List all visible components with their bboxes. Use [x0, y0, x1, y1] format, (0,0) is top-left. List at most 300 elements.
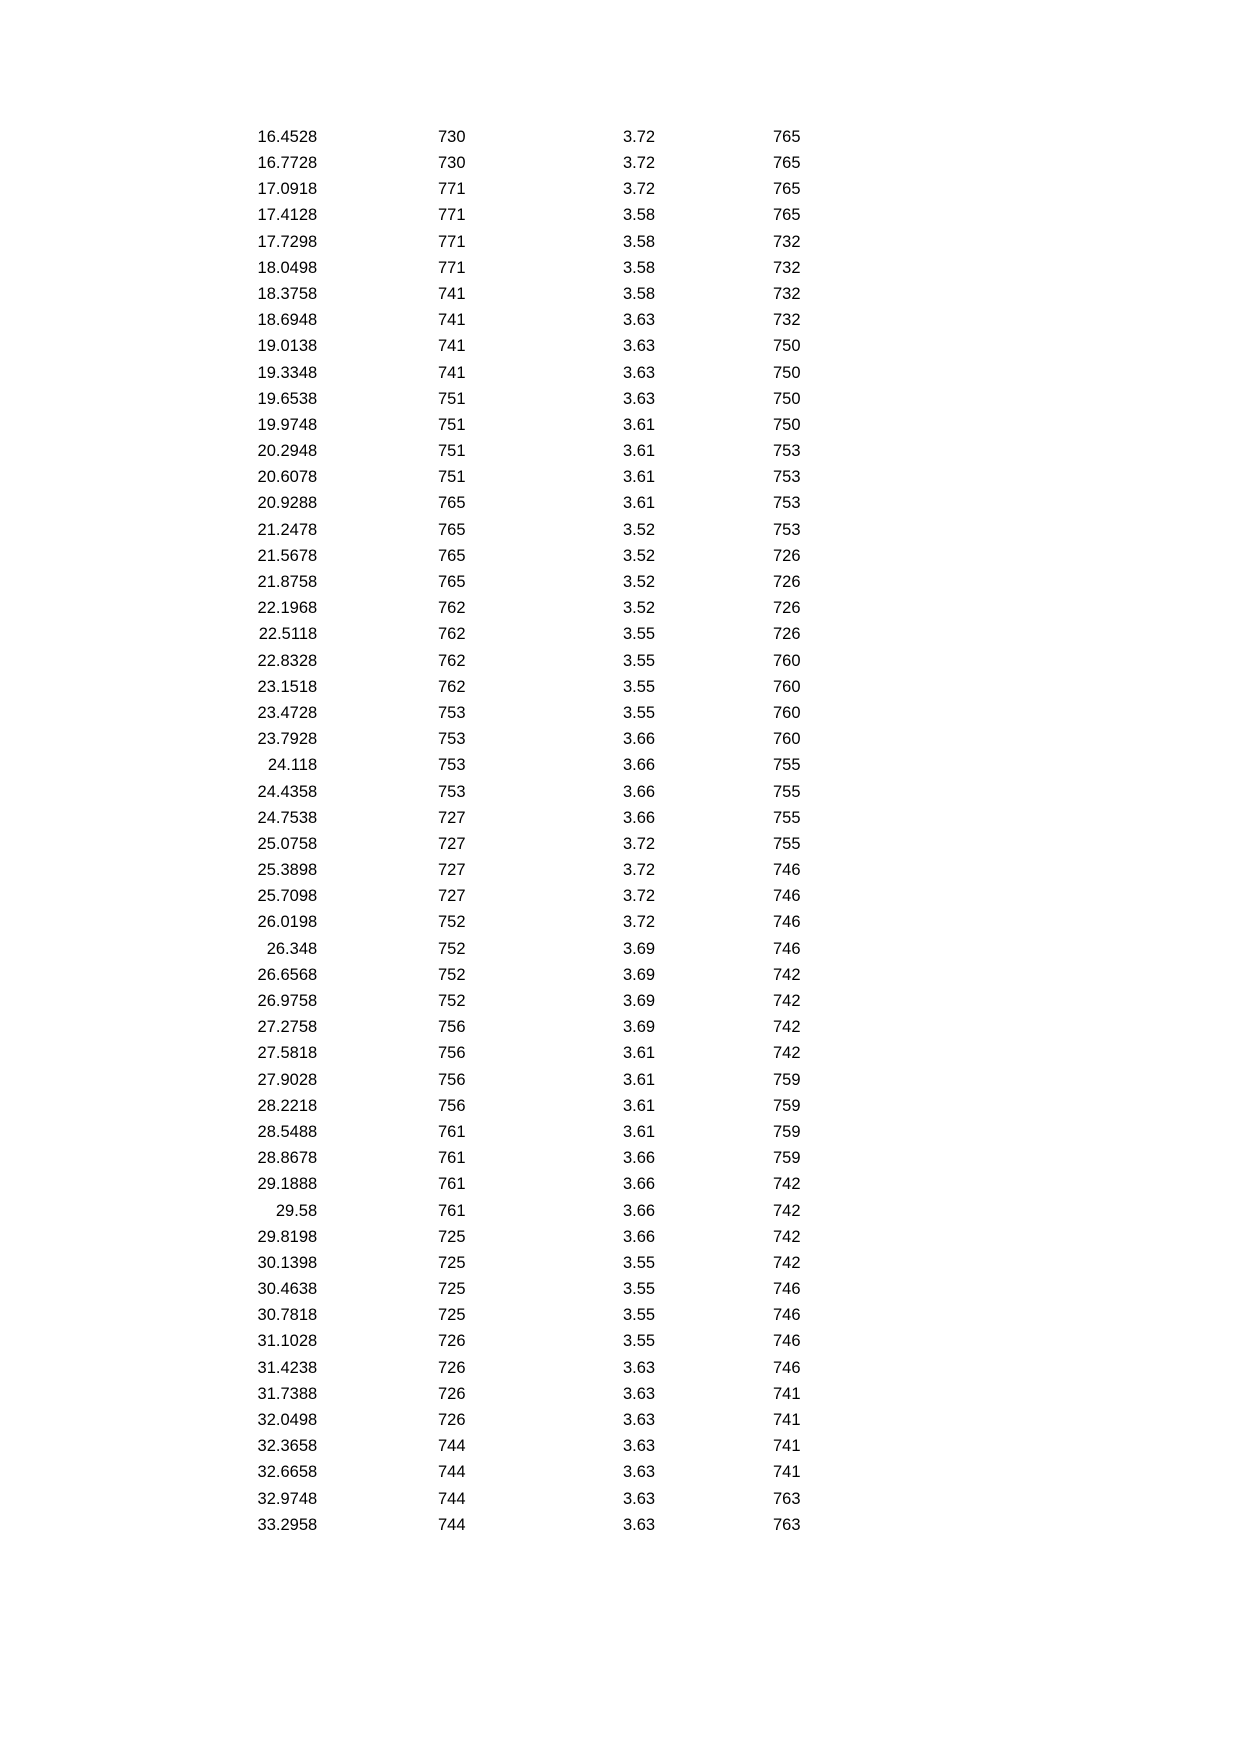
table-cell-value1: 765 — [438, 546, 466, 565]
table-cell-value2: 726 — [773, 546, 801, 565]
table-cell-count: 8 — [308, 232, 318, 251]
table-cell-count: 8 — [308, 520, 318, 539]
table-cell-value1: 753 — [438, 703, 466, 722]
table-cell-time: 29.188 — [257, 1175, 308, 1194]
table-cell-time: 28.548 — [257, 1122, 308, 1141]
table-cell-time: 28.867 — [257, 1149, 308, 1168]
table-cell-value1: 726 — [438, 1358, 466, 1377]
table-cell-ratio: 3.72 — [623, 913, 656, 932]
table-cell-count: 8 — [308, 1384, 318, 1403]
table-row — [118, 569, 873, 595]
table-cell-value1: 762 — [438, 599, 466, 618]
table-cell-count: 8 — [308, 1070, 318, 1089]
table-cell-time: 18.694 — [257, 311, 308, 330]
table-cell-time: 21.567 — [257, 546, 308, 565]
table-cell-ratio: 3.52 — [623, 573, 656, 592]
table-cell-value1: 771 — [438, 206, 466, 225]
table-cell-count: 8 — [308, 1044, 318, 1063]
table-cell-ratio: 3.55 — [623, 703, 656, 722]
table-cell-ratio: 3.61 — [623, 1096, 656, 1115]
table-cell-count: 8 — [308, 415, 318, 434]
table-cell-time: 24.753 — [257, 808, 308, 827]
table-cell-count: 8 — [308, 1175, 318, 1194]
table-cell-ratio: 3.61 — [623, 494, 656, 513]
table-row — [118, 176, 873, 202]
table-cell-value1: 725 — [438, 1253, 466, 1272]
table-cell-count: 8 — [308, 1227, 318, 1246]
table-cell-value1: 771 — [438, 232, 466, 251]
table-cell-value2: 753 — [773, 494, 801, 513]
table-cell-ratio: 3.61 — [623, 1070, 656, 1089]
table-cell-ratio: 3.66 — [623, 1227, 656, 1246]
table-cell-ratio: 3.63 — [623, 1358, 656, 1377]
table-cell-value1: 741 — [438, 363, 466, 382]
table-row — [118, 1224, 873, 1250]
table-row — [118, 1381, 873, 1407]
table-cell-count: 8 — [308, 1306, 318, 1325]
table-row — [118, 255, 873, 281]
table-cell-count: 8 — [308, 1358, 318, 1377]
table-cell-ratio: 3.66 — [623, 808, 656, 827]
table-cell-value2: 765 — [773, 154, 801, 173]
table-row — [118, 962, 873, 988]
table-row — [118, 543, 873, 569]
table-cell-value2: 755 — [773, 834, 801, 853]
table-cell-ratio: 3.58 — [623, 232, 656, 251]
table-cell-time: 23.792 — [257, 730, 308, 749]
table-row — [118, 1145, 873, 1171]
table-cell-ratio: 3.63 — [623, 337, 656, 356]
table-cell-value1: 727 — [438, 834, 466, 853]
table-cell-value1: 753 — [438, 756, 466, 775]
table-row — [118, 1512, 873, 1538]
table-cell-ratio: 3.55 — [623, 1306, 656, 1325]
table-cell-ratio: 3.69 — [623, 992, 656, 1011]
table-row — [118, 1119, 873, 1145]
table-cell-count: 8 — [308, 1018, 318, 1037]
table-row — [118, 229, 873, 255]
table-cell-ratio: 3.63 — [623, 363, 656, 382]
table-cell-value1: 756 — [438, 1044, 466, 1063]
table-cell-value1: 762 — [438, 625, 466, 644]
table-cell-time: 17.091 — [257, 180, 308, 199]
table-cell-value1: 726 — [438, 1332, 466, 1351]
table-cell-count: 8 — [308, 913, 318, 932]
table-cell-time: 32.049 — [257, 1411, 308, 1430]
table-cell-value2: 726 — [773, 599, 801, 618]
table-row — [118, 1093, 873, 1119]
table-cell-time: 32.974 — [257, 1489, 308, 1508]
table-cell-value2: 765 — [773, 127, 801, 146]
table-cell-count: 8 — [308, 284, 318, 303]
table-cell-count: 8 — [308, 206, 318, 225]
table-cell-ratio: 3.69 — [623, 939, 656, 958]
table-cell-ratio: 3.66 — [623, 1201, 656, 1220]
table-cell-count: 8 — [308, 1489, 318, 1508]
table-row — [118, 1355, 873, 1381]
table-cell-count: 8 — [308, 1463, 318, 1482]
table-cell-value2: 753 — [773, 520, 801, 539]
table-cell-value1: 751 — [438, 389, 466, 408]
table-cell-count: 8 — [308, 546, 318, 565]
table-cell-time: 18.375 — [257, 284, 308, 303]
table-cell-count: 8 — [308, 756, 318, 775]
table-cell-time: 21.247 — [257, 520, 308, 539]
table-cell-value2: 753 — [773, 442, 801, 461]
table-row — [118, 150, 873, 176]
table-cell-count: 8 — [308, 808, 318, 827]
table-cell-value2: 763 — [773, 1489, 801, 1508]
table-cell-count: 8 — [308, 154, 318, 173]
table-cell-count: 8 — [308, 861, 318, 880]
table-cell-ratio: 3.66 — [623, 1149, 656, 1168]
table-row — [118, 674, 873, 700]
table-cell-value1: 725 — [438, 1280, 466, 1299]
table-row — [118, 491, 873, 517]
table-row — [118, 910, 873, 936]
table-cell-value1: 727 — [438, 861, 466, 880]
table-cell-value2: 746 — [773, 1280, 801, 1299]
table-row — [118, 412, 873, 438]
table-cell-value2: 732 — [773, 284, 801, 303]
table-cell-value2: 732 — [773, 258, 801, 277]
table-cell-value2: 726 — [773, 573, 801, 592]
table-row — [118, 805, 873, 831]
table-cell-value2: 746 — [773, 887, 801, 906]
table-row — [118, 1067, 873, 1093]
table-cell-value1: 762 — [438, 651, 466, 670]
table-cell-ratio: 3.52 — [623, 546, 656, 565]
table-cell-time: 22.511 — [258, 625, 308, 644]
table-cell-value1: 765 — [438, 573, 466, 592]
table-cell-time: 21.875 — [257, 573, 308, 592]
table-cell-value1: 751 — [438, 468, 466, 487]
table-row — [118, 883, 873, 909]
table-cell-value2: 755 — [773, 808, 801, 827]
table-row — [118, 1014, 873, 1040]
table-cell-value2: 759 — [773, 1096, 801, 1115]
table-row — [118, 1433, 873, 1459]
table-cell-value2: 753 — [773, 468, 801, 487]
table-cell-time: 16.452 — [257, 127, 308, 146]
table-cell-ratio: 3.72 — [623, 834, 656, 853]
table-row — [118, 1460, 873, 1486]
table-row — [118, 334, 873, 360]
table-cell-ratio: 3.61 — [623, 415, 656, 434]
table-cell-value1: 753 — [438, 782, 466, 801]
table-cell-ratio: 3.55 — [623, 1280, 656, 1299]
table-row — [118, 1302, 873, 1328]
numeric-data-table — [118, 124, 873, 1538]
table-cell-ratio: 3.55 — [623, 677, 656, 696]
table-row — [118, 1329, 873, 1355]
table-cell-value2: 742 — [773, 992, 801, 1011]
table-cell-value2: 760 — [773, 651, 801, 670]
table-cell-time: 25.709 — [257, 887, 308, 906]
table-cell-value2: 759 — [773, 1122, 801, 1141]
table-cell-time: 19.653 — [257, 389, 308, 408]
table-cell-value2: 765 — [773, 180, 801, 199]
table-cell-time: 18.049 — [257, 258, 308, 277]
table-cell-value1: 752 — [438, 939, 466, 958]
table-cell-count: 8 — [308, 1149, 318, 1168]
table-body — [118, 124, 873, 1538]
table-cell-value1: 751 — [438, 442, 466, 461]
table-cell-ratio: 3.72 — [623, 861, 656, 880]
table-cell-ratio: 3.66 — [623, 782, 656, 801]
table-row — [118, 1407, 873, 1433]
table-cell-ratio: 3.63 — [623, 389, 656, 408]
table-cell-ratio: 3.72 — [623, 887, 656, 906]
table-row — [118, 517, 873, 543]
table-cell-value2: 760 — [773, 730, 801, 749]
table-cell-ratio: 3.66 — [623, 730, 656, 749]
table-cell-time: 26.975 — [257, 992, 308, 1011]
table-cell-ratio: 3.52 — [623, 599, 656, 618]
table-cell-ratio: 3.63 — [623, 311, 656, 330]
table-cell-value2: 750 — [773, 363, 801, 382]
table-cell-time: 26.019 — [257, 913, 308, 932]
table-cell-count: 8 — [308, 1253, 318, 1272]
table-cell-time: 31.738 — [257, 1384, 308, 1403]
table-cell-value1: 771 — [438, 258, 466, 277]
table-cell-value2: 755 — [773, 782, 801, 801]
table-cell-value2: 750 — [773, 337, 801, 356]
table-cell-value2: 746 — [773, 1358, 801, 1377]
table-cell-ratio: 3.61 — [623, 1044, 656, 1063]
table-cell-time: 32.665 — [257, 1463, 308, 1482]
table-cell-value1: 744 — [438, 1463, 466, 1482]
table-cell-count: 8 — [308, 1332, 318, 1351]
table-cell-value2: 750 — [773, 389, 801, 408]
table-cell-count: 8 — [308, 127, 318, 146]
table-cell-time: 30.463 — [257, 1280, 308, 1299]
table-cell-value2: 760 — [773, 703, 801, 722]
table-cell-value1: 741 — [438, 311, 466, 330]
table-cell-count: 8 — [308, 939, 318, 958]
table-cell-count: 8 — [308, 782, 318, 801]
table-cell-value1: 727 — [438, 808, 466, 827]
table-cell-count: 8 — [308, 180, 318, 199]
table-cell-value2: 746 — [773, 913, 801, 932]
table-cell-count: 8 — [308, 625, 318, 644]
table-cell-time: 23.472 — [257, 703, 308, 722]
table-cell-value1: 744 — [438, 1515, 466, 1534]
table-cell-ratio: 3.61 — [623, 1122, 656, 1141]
table-row — [118, 124, 873, 150]
table-row — [118, 831, 873, 857]
table-cell-value2: 742 — [773, 1201, 801, 1220]
table-cell-value2: 742 — [773, 1253, 801, 1272]
table-cell-time: 32.365 — [257, 1437, 308, 1456]
table-cell-count: 8 — [308, 887, 318, 906]
table-row — [118, 1198, 873, 1224]
table-row — [118, 438, 873, 464]
table-row — [118, 307, 873, 333]
table-cell-value1: 765 — [438, 520, 466, 539]
table-cell-count: 8 — [308, 651, 318, 670]
table-cell-ratio: 3.66 — [623, 756, 656, 775]
table-cell-value1: 762 — [438, 677, 466, 696]
table-cell-ratio: 3.69 — [623, 965, 656, 984]
table-cell-count: 8 — [308, 258, 318, 277]
table-cell-time: 17.412 — [257, 206, 308, 225]
table-row — [118, 1486, 873, 1512]
table-row — [118, 726, 873, 752]
table-cell-time: 20.928 — [257, 494, 308, 513]
table-cell-time: 30.781 — [257, 1306, 308, 1325]
table-cell-value1: 741 — [438, 284, 466, 303]
table-row — [118, 1276, 873, 1302]
table-cell-value1: 761 — [438, 1122, 466, 1141]
table-cell-ratio: 3.58 — [623, 284, 656, 303]
table-cell-time: 17.729 — [257, 232, 308, 251]
table-cell-ratio: 3.63 — [623, 1411, 656, 1430]
table-cell-value1: 751 — [438, 415, 466, 434]
table-cell-value2: 741 — [773, 1463, 801, 1482]
table-cell-ratio: 3.72 — [623, 180, 656, 199]
table-cell-ratio: 3.66 — [623, 1175, 656, 1194]
table-row — [118, 1250, 873, 1276]
table-cell-value1: 726 — [438, 1411, 466, 1430]
table-row — [118, 1172, 873, 1198]
table-cell-value1: 752 — [438, 913, 466, 932]
table-row — [118, 648, 873, 674]
table-cell-value1: 727 — [438, 887, 466, 906]
table-cell-value2: 755 — [773, 756, 801, 775]
table-cell-value2: 746 — [773, 861, 801, 880]
table-cell-count: 8 — [308, 1411, 318, 1430]
table-cell-count: 8 — [308, 337, 318, 356]
table-cell-ratio: 3.72 — [623, 127, 656, 146]
table-cell-ratio: 3.61 — [623, 468, 656, 487]
table-cell-time: 33.295 — [257, 1515, 308, 1534]
table-cell-value1: 752 — [438, 992, 466, 1011]
table-cell-value1: 744 — [438, 1489, 466, 1508]
table-cell-value1: 771 — [438, 180, 466, 199]
table-cell-count: 8 — [308, 1096, 318, 1115]
table-cell-value2: 742 — [773, 1018, 801, 1037]
table-cell-value2: 741 — [773, 1437, 801, 1456]
table-row — [118, 386, 873, 412]
table-cell-value1: 726 — [438, 1384, 466, 1403]
table-row — [118, 464, 873, 490]
table-cell-value1: 761 — [438, 1175, 466, 1194]
table-cell-time: 22.196 — [257, 599, 308, 618]
table-cell-time: 24.435 — [257, 782, 308, 801]
table-cell-value1: 730 — [438, 154, 466, 173]
table-cell-value2: 746 — [773, 1306, 801, 1325]
table-cell-value2: 732 — [773, 232, 801, 251]
table-cell-time: 27.902 — [257, 1070, 308, 1089]
table-cell-value2: 746 — [773, 939, 801, 958]
table-cell-count: 8 — [308, 494, 318, 513]
table-row — [118, 1041, 873, 1067]
table-cell-count: 8 — [308, 703, 318, 722]
table-cell-ratio: 3.63 — [623, 1515, 656, 1534]
table-cell-value2: 742 — [773, 965, 801, 984]
table-cell-count: 8 — [308, 1201, 318, 1220]
table-cell-ratio: 3.55 — [623, 1332, 656, 1351]
table-cell-value1: 752 — [438, 965, 466, 984]
table-cell-value2: 742 — [773, 1227, 801, 1246]
table-cell-time: 22.832 — [257, 651, 308, 670]
table-cell-value2: 763 — [773, 1515, 801, 1534]
table-cell-time: 25.389 — [257, 861, 308, 880]
table-cell-value2: 750 — [773, 415, 801, 434]
table-row — [118, 281, 873, 307]
table-cell-time: 19.013 — [257, 337, 308, 356]
table-cell-value1: 744 — [438, 1437, 466, 1456]
table-cell-value2: 742 — [773, 1175, 801, 1194]
table-cell-time: 30.139 — [257, 1253, 308, 1272]
table-cell-count: 8 — [308, 1437, 318, 1456]
table-cell-time: 20.294 — [257, 442, 308, 461]
table-cell-ratio: 3.61 — [623, 442, 656, 461]
table-cell-value2: 741 — [773, 1411, 801, 1430]
table-cell-value2: 732 — [773, 311, 801, 330]
table-cell-value1: 730 — [438, 127, 466, 146]
table-cell-value1: 761 — [438, 1149, 466, 1168]
table-cell-value2: 742 — [773, 1044, 801, 1063]
table-row — [118, 779, 873, 805]
table-row — [118, 595, 873, 621]
table-cell-ratio: 3.63 — [623, 1384, 656, 1403]
table-cell-count: 8 — [308, 363, 318, 382]
table-cell-time: 16.772 — [257, 154, 308, 173]
table-cell-ratio: 3.58 — [623, 258, 656, 277]
table-cell-count: 8 — [308, 1280, 318, 1299]
table-cell-ratio: 3.63 — [623, 1463, 656, 1482]
table-cell-value1: 741 — [438, 337, 466, 356]
table-cell-time: 28.221 — [257, 1096, 308, 1115]
table-cell-count: 8 — [308, 573, 318, 592]
table-cell-time: 29.819 — [257, 1227, 308, 1246]
table-row — [118, 857, 873, 883]
table-row — [118, 988, 873, 1014]
table-cell-count: 8 — [308, 1122, 318, 1141]
table-cell-ratio: 3.55 — [623, 625, 656, 644]
table-cell-value1: 753 — [438, 730, 466, 749]
table-cell-count: 8 — [308, 677, 318, 696]
table-cell-count: 8 — [308, 965, 318, 984]
table-cell-time: 31.423 — [257, 1358, 308, 1377]
table-cell-time: 26.34 — [266, 939, 308, 958]
table-cell-value2: 746 — [773, 1332, 801, 1351]
table-cell-count: 8 — [308, 311, 318, 330]
table-cell-value1: 761 — [438, 1201, 466, 1220]
table-cell-time: 19.974 — [257, 415, 308, 434]
table-cell-value2: 760 — [773, 677, 801, 696]
table-cell-count: 8 — [308, 730, 318, 749]
table-cell-count: 8 — [308, 389, 318, 408]
table-cell-count: 8 — [308, 599, 318, 618]
table-cell-ratio: 3.55 — [623, 1253, 656, 1272]
table-cell-value1: 756 — [438, 1018, 466, 1037]
table-cell-ratio: 3.58 — [623, 206, 656, 225]
table-row — [118, 203, 873, 229]
table-cell-time: 24.11 — [267, 756, 308, 775]
table-cell-value2: 759 — [773, 1149, 801, 1168]
table-cell-time: 20.607 — [257, 468, 308, 487]
table-cell-value1: 756 — [438, 1096, 466, 1115]
table-cell-value2: 726 — [773, 625, 801, 644]
table-cell-value1: 725 — [438, 1227, 466, 1246]
table-cell-count: 8 — [308, 1515, 318, 1534]
table-cell-time: 26.656 — [257, 965, 308, 984]
table-cell-value1: 756 — [438, 1070, 466, 1089]
table-row — [118, 753, 873, 779]
